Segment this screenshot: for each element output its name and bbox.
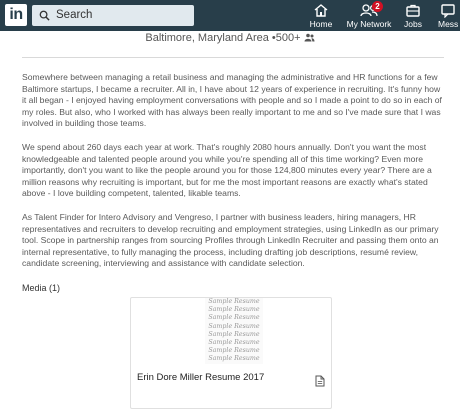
nav-messaging-label: Mess bbox=[438, 19, 459, 29]
nav-my-network-label: My Network bbox=[346, 19, 392, 29]
media-item-title[interactable]: Erin Dore Miller Resume 2017 bbox=[137, 372, 265, 383]
nav-messaging[interactable] bbox=[434, 0, 460, 31]
profile-location-line bbox=[0, 32, 460, 44]
summary-paragraph: We spend about 260 days each year at work. That's roughly 2080 hours annually. Don't you want the most knowledgeable and talented people around you while you're spending all of this time working? Even more importantly, don't you want to like the people around you for those 124,800 minutes every year? There are a million reasons why recruiting is important, but for me the most important reasons are exactly what's stated above - I love building competent, talented, likable teams. bbox=[22, 142, 432, 199]
briefcase-icon bbox=[405, 3, 421, 18]
thumbnail-line: Sample Resume bbox=[208, 298, 260, 305]
thumbnail-line: Sample Resume bbox=[208, 306, 260, 314]
thumbnail-line: Sample Resume bbox=[208, 339, 260, 347]
connections-icon[interactable] bbox=[304, 33, 315, 42]
thumbnail-line: Sample Resume bbox=[208, 322, 260, 330]
nav-home-label: Home bbox=[309, 19, 333, 29]
linkedin-logo[interactable]: in bbox=[5, 4, 27, 26]
search-icon bbox=[39, 10, 50, 21]
home-icon bbox=[313, 3, 329, 18]
document-icon bbox=[315, 375, 325, 387]
nav-home[interactable] bbox=[303, 0, 339, 31]
nav-my-network[interactable] bbox=[344, 0, 394, 31]
thumbnail-line: Sample Resume bbox=[208, 355, 260, 363]
thumbnail-line: Sample Resume bbox=[208, 347, 260, 355]
search-input[interactable] bbox=[32, 5, 194, 26]
document-thumbnail[interactable] bbox=[205, 298, 263, 364]
nav-jobs-label: Jobs bbox=[404, 19, 422, 29]
media-item-card[interactable] bbox=[130, 297, 332, 409]
section-divider bbox=[22, 57, 444, 58]
media-section-label: Media (1) bbox=[22, 283, 61, 293]
search-placeholder: Search bbox=[56, 9, 93, 21]
thumbnail-line: Sample Resume bbox=[208, 330, 260, 338]
connections-count[interactable]: •500+ bbox=[271, 32, 301, 44]
summary-paragraph: Somewhere between managing a retail business and managing the administrative and HR functions for a few Baltimore startups, I became a recruiter. All in, I have about 12 years of experience in recruiting. It's funny how it all began - I enjoyed having employment conversations with people and so I made a point to do so in each of my roles. But also, who I worked with has always been really important to me and so I've made sure that I was involved in building those teams. bbox=[22, 72, 442, 129]
global-nav bbox=[0, 0, 460, 31]
thumbnail-line: Sample Resume bbox=[208, 314, 260, 322]
nav-jobs[interactable] bbox=[400, 0, 426, 31]
notification-badge: 2 bbox=[372, 1, 383, 12]
messaging-icon bbox=[440, 3, 456, 18]
summary-paragraph: As Talent Finder for Intero Advisory and Vengreso, I partner with business leaders, hiring managers, HR representatives and recruiters to develop recruiting and employment strategies, using LinkedIn as our primary tool. Scope in partnership ranges from sourcing Profiles through LinkedIn Recruiter and passing them onto an internal representative, to fully managing the process, including drafting job descriptions, resumé review, candidate screening, interviewing and assistance with candidate selection. bbox=[22, 212, 439, 269]
profile-location: Baltimore, Maryland Area bbox=[145, 32, 269, 44]
